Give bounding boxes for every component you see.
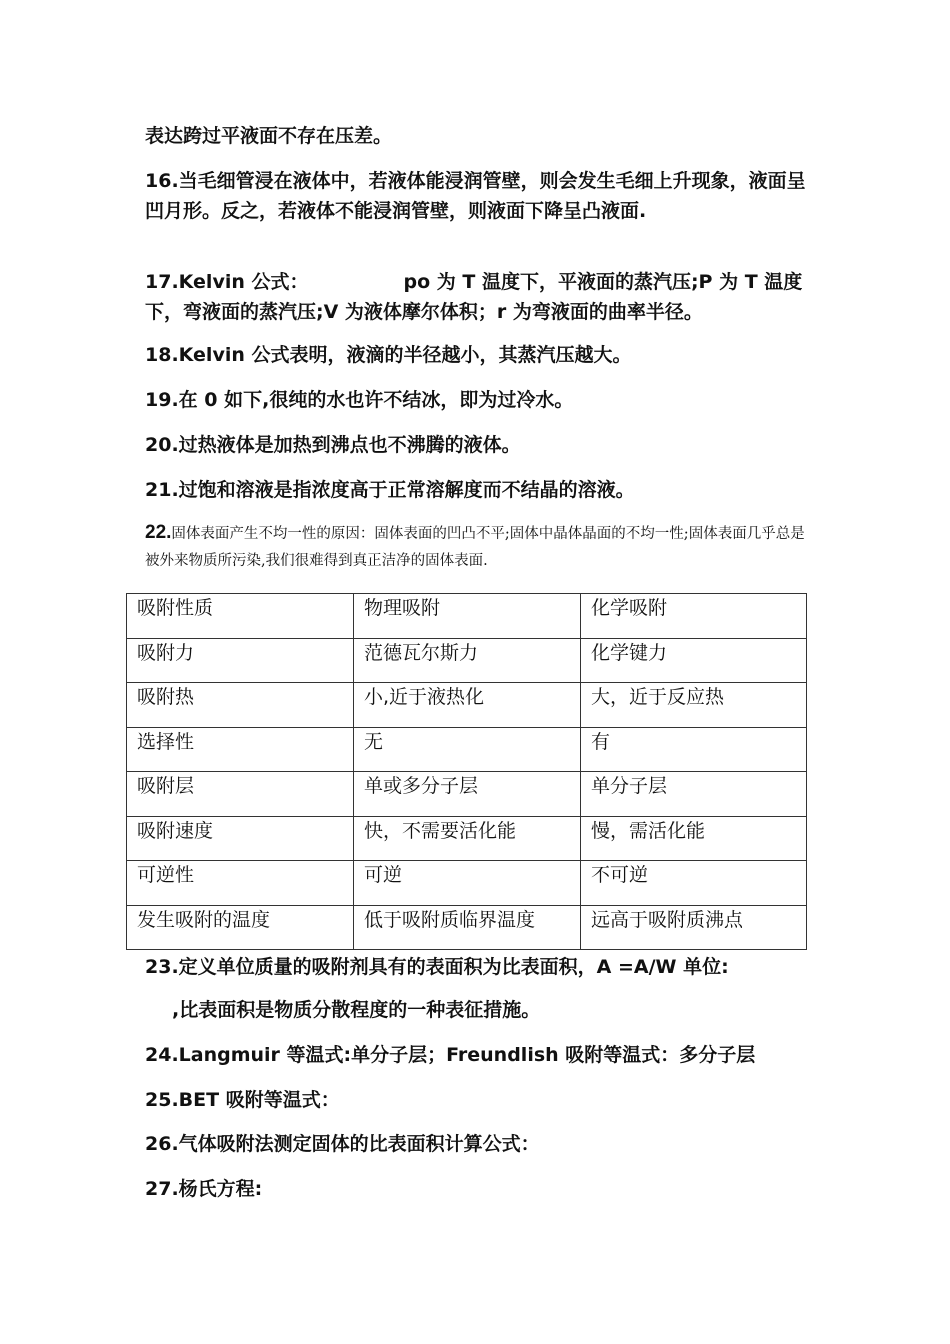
table-cell: 远高于吸附质沸点 (581, 905, 807, 950)
table-row (127, 727, 807, 772)
paragraph-19: 19.在 0 如下,很纯的水也许不结冰，即为过冷水。 (145, 389, 574, 411)
table-row (127, 683, 807, 728)
table-cell: 吸附速度 (127, 816, 354, 861)
paragraph-16: 16.当毛细管浸在液体中，若液体能浸润管壁，则会发生毛细上升现象，液面呈凹月形。反之，若液体不能浸润管壁，则液面下降呈凸液面. (145, 170, 806, 222)
table-row (127, 772, 807, 817)
table-row (127, 816, 807, 861)
adsorption-comparison-table (126, 593, 807, 950)
table-cell: 大，近于反应热 (581, 683, 807, 728)
paragraph-25: 25.BET 吸附等温式： (145, 1089, 340, 1111)
paragraph-18: 18.Kelvin 公式表明，液滴的半径越小，其蒸汽压越大。 (145, 344, 632, 366)
table-cell: 单分子层 (581, 772, 807, 817)
table-cell: 低于吸附质临界温度 (354, 905, 581, 950)
table-cell: 化学键力 (581, 638, 807, 683)
table-row (127, 861, 807, 906)
table-cell: 吸附层 (127, 772, 354, 817)
table-header-cell: 吸附性质 (127, 594, 354, 639)
paragraph-17-label: 17.Kelvin 公式： (145, 271, 309, 293)
table-cell: 选择性 (127, 727, 354, 772)
paragraph-21: 21.过饱和溶液是指浓度高于正常溶解度而不结晶的溶液。 (145, 479, 635, 501)
table-cell: 可逆 (354, 861, 581, 906)
paragraph-22-text: 固体表面产生不均一性的原因：固体表面的凹凸不平;固体中晶体晶面的不均一性;固体表面几乎总是被外来物质所污染,我们很难得到真正洁净的固体表面. (145, 526, 805, 569)
table-header-cell: 物理吸附 (354, 594, 581, 639)
paragraph-20: 20.过热液体是加热到沸点也不沸腾的液体。 (145, 434, 521, 456)
table-cell: 不可逆 (581, 861, 807, 906)
table-cell: 无 (354, 727, 581, 772)
table-row (127, 638, 807, 683)
paragraph-23: 23.定义单位质量的吸附剂具有的表面积为比表面积，A =A/W 单位: (145, 956, 729, 978)
paragraph-22 (145, 519, 813, 575)
table-cell: 范德瓦尔斯力 (354, 638, 581, 683)
table-row (127, 905, 807, 950)
table-cell: 慢，需活化能 (581, 816, 807, 861)
table-cell: 可逆性 (127, 861, 354, 906)
table-header-cell: 化学吸附 (581, 594, 807, 639)
table-cell: 小,近于液热化 (354, 683, 581, 728)
table-cell: 吸附热 (127, 683, 354, 728)
table-cell: 吸附力 (127, 638, 354, 683)
paragraph-15-tail: 表达跨过平液面不存在压差。 (145, 125, 393, 147)
paragraph-17-text: po 为 T 温度下，平液面的蒸汽压;P 为 T 温度下，弯液面的蒸汽压;V 为液体摩尔体积；r 为弯液面的曲率半径。 (145, 271, 803, 323)
paragraph-17 (145, 267, 813, 327)
paragraph-26: 26.气体吸附法测定固体的比表面积计算公式： (145, 1133, 540, 1155)
table-cell: 有 (581, 727, 807, 772)
table-cell: 快，不需要活化能 (354, 816, 581, 861)
paragraph-27: 27.杨氏方程: (145, 1178, 263, 1200)
paragraph-23-continuation: ,比表面积是物质分散程度的一种表征措施。 (172, 999, 541, 1021)
table-row (127, 594, 807, 639)
table-cell: 发生吸附的温度 (127, 905, 354, 950)
table-cell: 单或多分子层 (354, 772, 581, 817)
paragraph-22-number: 22. (145, 522, 172, 543)
paragraph-24: 24.Langmuir 等温式:单分子层；Freundlish 吸附等温式：多分子层 (145, 1044, 756, 1066)
